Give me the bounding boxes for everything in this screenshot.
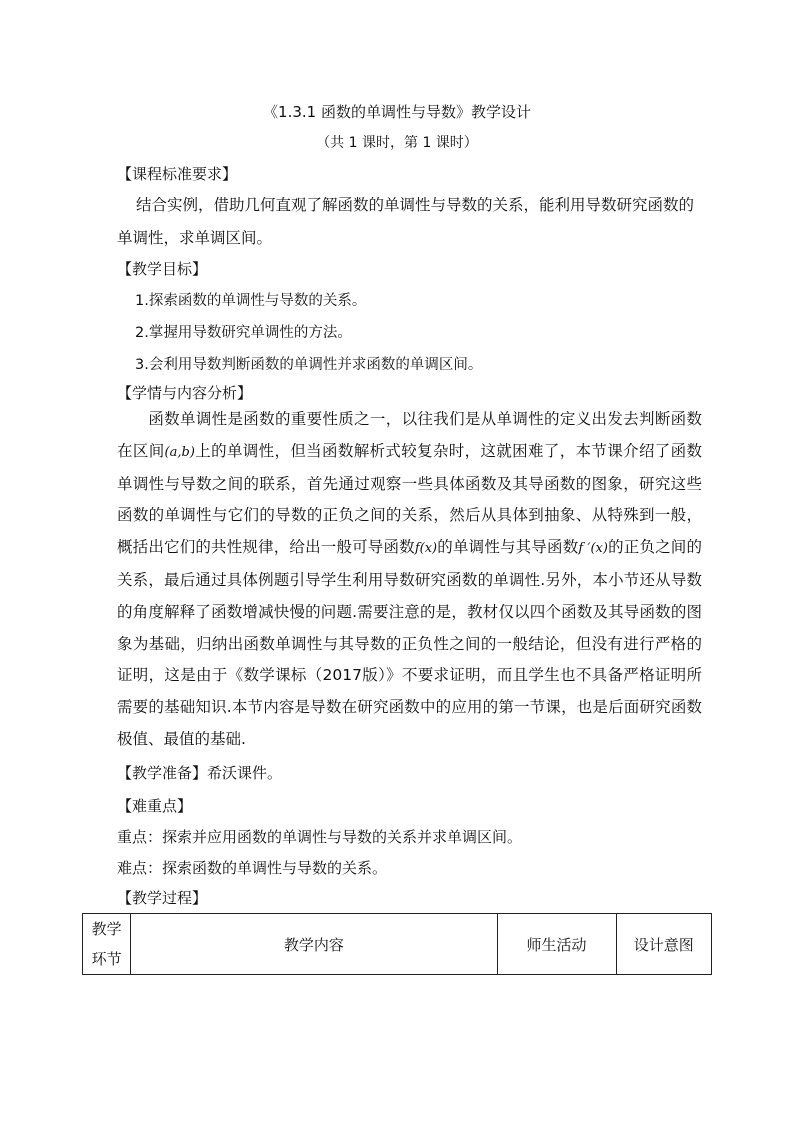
process-table — [82, 913, 712, 975]
header-teaching-stage: 教学 环节 — [83, 914, 131, 975]
analysis-text-part2: 上的单调性，但当函数解析式较复杂时，这就困难了，本节课介绍了函数单调性与导数之间的联系，首先通过观察一些具体函数及其导函数的图象，研究这些函数的单调性与它们的导数的正负之间的关系，然后从具体到抽象、从特殊到一般，概括出它们的共性规律，给出一般可导函数 — [117, 441, 702, 557]
header-design-intent: 设计意图 — [616, 914, 711, 975]
difficult-point-text: 难点：探索函数的单调性与导数的关系。 — [117, 859, 388, 877]
table-header-row — [83, 914, 712, 975]
header-teaching-content: 教学内容 — [131, 914, 497, 975]
analysis-text-part4: 的正负之间的关系，最后通过具体例题引导学生利用导数研究函数的单调性.另外，本小节还从导数的角度解释了函数增减快慢的问题.需要注意的是，教材仅以四个函数及其导函数的图象为基础，归纳出函数单调性与其导数的正负性之间的一般结论，但没有进行严格的证明，这是由于《数学课标（2017版）》不要求证明，而且学生也不具备严格证明所需要的基础知识.本节内容是导数在研究函数中的应用的第一节课，也是后面研究函数极值、最值的基础. — [117, 538, 702, 748]
curriculum-text: 结合实例，借助几何直观了解函数的单调性与导数的关系，能利用导数研究函数的单调性，求单调区间。 — [117, 196, 695, 247]
analysis-text-part1: 函数单调性是函数的重要性质之一，以往我们是从单调性的定义出发去判断函数在区间 — [117, 410, 702, 460]
preparation-text: 希沃课件。 — [207, 764, 283, 782]
analysis-text-part3: 的单调性与其导函数 — [437, 538, 579, 557]
process-heading: 【教学过程】 — [117, 889, 208, 907]
derivative-fpx: f ′(x) — [578, 541, 608, 557]
objectives-heading: 【教学目标】 — [117, 260, 208, 278]
objective-item-1: 1.探索函数的单调性与导数的关系。 — [135, 293, 367, 309]
interval-ab: (a,b) — [164, 444, 195, 460]
function-fx: f(x) — [414, 541, 438, 557]
analysis-heading: 【学情与内容分析】 — [117, 384, 253, 402]
objective-item-3: 3.会利用导数判断函数的单调性并求函数的单调区间。 — [135, 357, 483, 373]
key-points-heading: 【难重点】 — [117, 797, 193, 815]
preparation-heading: 【教学准备】 — [117, 764, 208, 782]
curriculum-heading: 【课程标准要求】 — [117, 165, 238, 183]
document-subtitle: （共 1 课时，第 1 课时） — [316, 135, 478, 151]
header-activities: 师生活动 — [497, 914, 616, 975]
objective-item-2: 2.掌握用导数研究单调性的方法。 — [135, 325, 352, 341]
document-title: 《1.3.1 函数的单调性与导数》教学设计 — [263, 103, 531, 121]
analysis-paragraph — [117, 404, 702, 756]
preparation-line — [117, 762, 282, 784]
key-point-text: 重点：探索并应用函数的单调性与导数的关系并求单调区间。 — [117, 828, 523, 846]
